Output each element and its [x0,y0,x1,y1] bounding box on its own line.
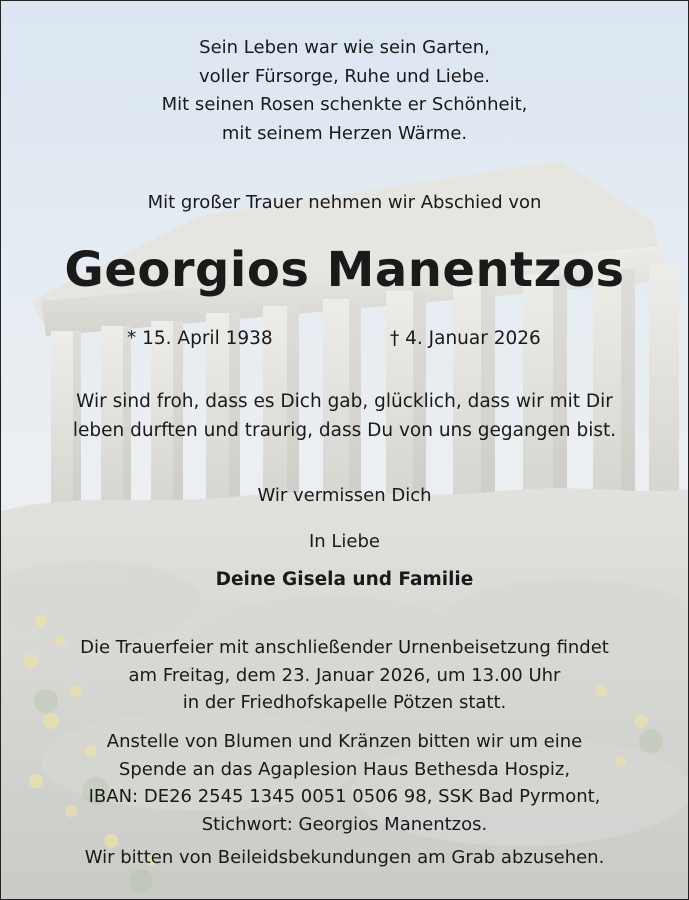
funeral-line: am Freitag, dem 23. Januar 2026, um 13.00 Uhr [128,664,561,686]
remembrance-message [1,388,688,445]
message-line: Wir sind froh, dass es Dich gab, glücklich, dass wir mit Dir [76,391,613,412]
donation-line: IBAN: DE26 2545 1345 0051 0506 98, SSK Bad Pyrmont, [88,786,601,808]
funeral-line: in der Friedhofskapelle Pötzen statt. [182,692,507,714]
obituary-text [1,1,688,899]
donation-line: Stichwort: Georgios Manentzos. [201,813,488,835]
funeral-details [1,634,688,717]
family-signature: Deine Gisela und Familie [215,569,474,590]
donation-line: Anstelle von Blumen und Kränzen bitten wir um eine [106,731,583,752]
poem-line: mit seinem Herzen Wärme. [221,122,468,144]
poem-line: Mit seinen Rosen schenkte er Schönheit, [161,94,528,115]
donation-line: Spende an das Agaplesion Haus Bethesda Hospiz, [118,758,571,780]
in-love: In Liebe [308,531,381,552]
condolence-note: Wir bitten von Beileidsbekundungen am Grab abzusehen. [84,847,605,868]
message-line: leben durften und traurig, dass Du von uns gegangen bist. [72,419,617,441]
poem [1,34,688,148]
funeral-line: Die Trauerfeier mit anschließender Urnenbeisetzung findet [80,637,609,658]
we-miss-you: Wir vermissen Dich [257,485,432,506]
birth-date: * 15. April 1938 [127,328,273,349]
poem-line: voller Fürsorge, Ruhe und Liebe. [198,65,491,87]
deceased-name: Georgios Manentzos [64,242,625,298]
donation-details [1,728,688,838]
death-date: † 4. Januar 2026 [390,328,541,349]
farewell-intro: Mit großer Trauer nehmen wir Abschied von [147,192,542,213]
poem-line: Sein Leben war wie sein Garten, [199,37,490,58]
